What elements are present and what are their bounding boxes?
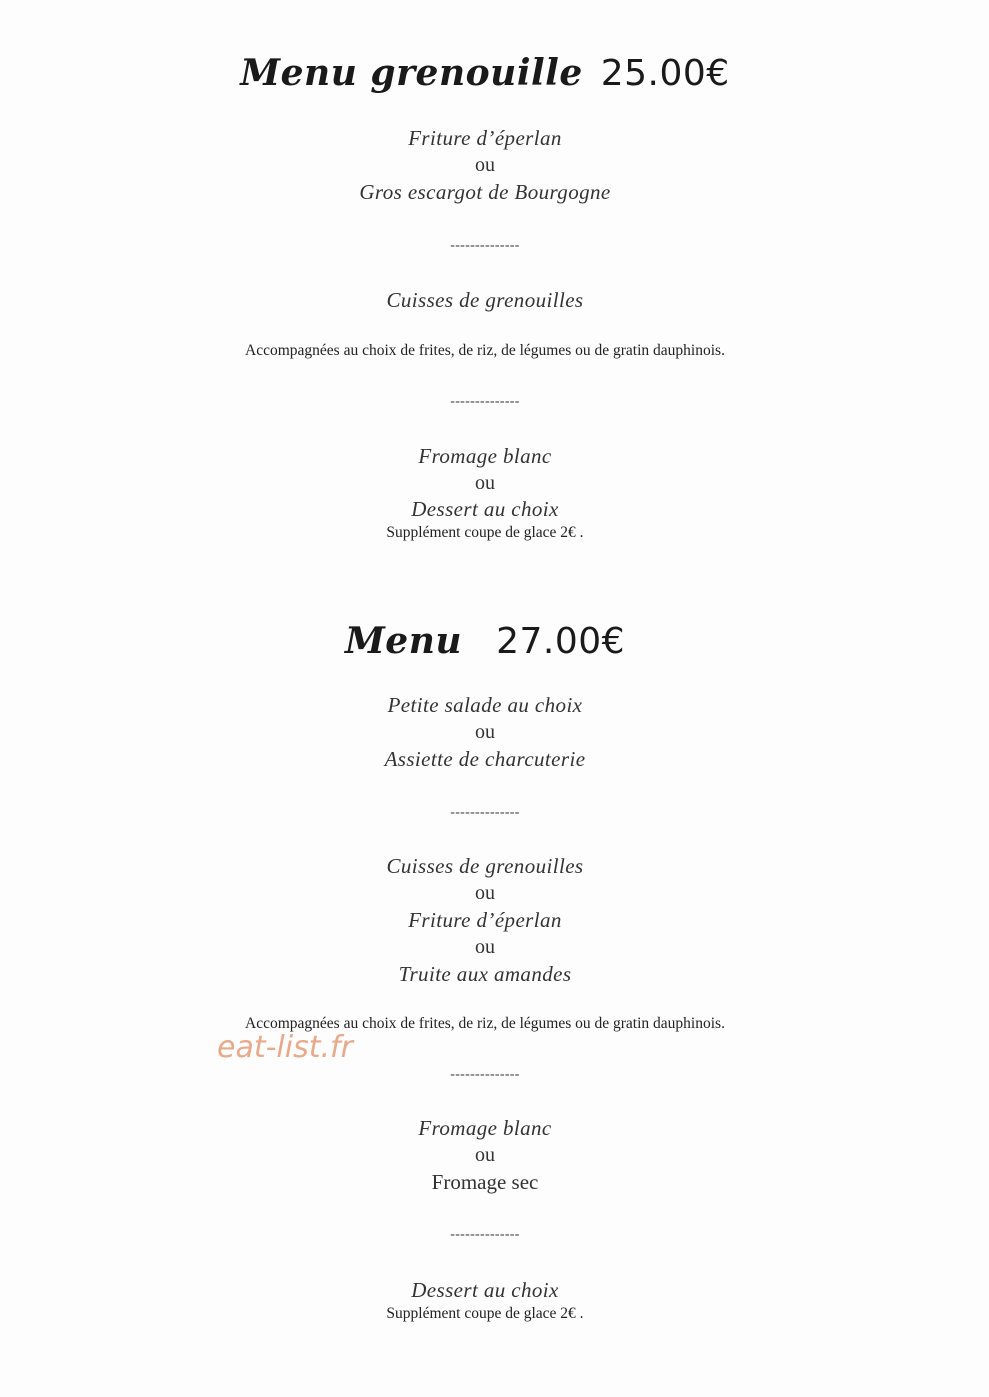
menu1-separator-1: -------------- xyxy=(450,238,520,253)
menu1-sides-note: Accompagnées au choix de frites, de riz, de légumes ou de gratin dauphinois. xyxy=(245,342,725,359)
menu1-separator-2: -------------- xyxy=(450,394,520,409)
menu2-separator-2: -------------- xyxy=(450,1067,520,1082)
menu1-title-text: Menu grenouille xyxy=(240,52,583,94)
menu1-or-1: ou xyxy=(475,154,495,176)
menu1-supplement: Supplément coupe de glace 2€ . xyxy=(386,524,584,541)
menu1-main-1: Cuisses de grenouilles xyxy=(386,288,584,312)
menu2-or-1: ou xyxy=(475,721,495,743)
menu2-or-4: ou xyxy=(475,1144,495,1166)
menu2-sides-note: Accompagnées au choix de frites, de riz, de légumes ou de gratin dauphinois. xyxy=(245,1015,725,1032)
menu2-separator-3: -------------- xyxy=(450,1227,520,1242)
watermark: eat-list.fr xyxy=(217,1030,353,1065)
menu2-starter-1: Petite salade au choix xyxy=(387,693,583,717)
menu2-price: 27.00€ xyxy=(496,621,626,662)
menu2-main-3: Truite aux amandes xyxy=(398,962,572,986)
menu2-dessert: Dessert au choix xyxy=(411,1278,559,1302)
menu2-supplement: Supplément coupe de glace 2€ . xyxy=(386,1305,584,1322)
menu2-cheese-1: Fromage blanc xyxy=(418,1116,552,1140)
menu2-main-2: Friture d’éperlan xyxy=(408,908,562,932)
menu2-title xyxy=(0,620,970,662)
menu2-main-1: Cuisses de grenouilles xyxy=(386,854,584,878)
menu2-separator-1: -------------- xyxy=(450,805,520,820)
menu1-or-2: ou xyxy=(475,472,495,494)
menu2-or-2: ou xyxy=(475,882,495,904)
menu1-starter-2: Gros escargot de Bourgogne xyxy=(359,180,611,204)
menu2-starter-2: Assiette de charcuterie xyxy=(384,747,586,771)
menu2-title-text: Menu xyxy=(344,620,463,662)
menu1-dessert-1: Fromage blanc xyxy=(418,444,552,468)
menu2-or-3: ou xyxy=(475,936,495,958)
menu1-title xyxy=(0,52,970,94)
menu2-cheese-2: Fromage sec xyxy=(431,1170,539,1194)
menu1-starter-1: Friture d’éperlan xyxy=(408,126,562,150)
menu1-dessert-2: Dessert au choix xyxy=(411,497,559,521)
menu1-price: 25.00€ xyxy=(600,53,730,94)
